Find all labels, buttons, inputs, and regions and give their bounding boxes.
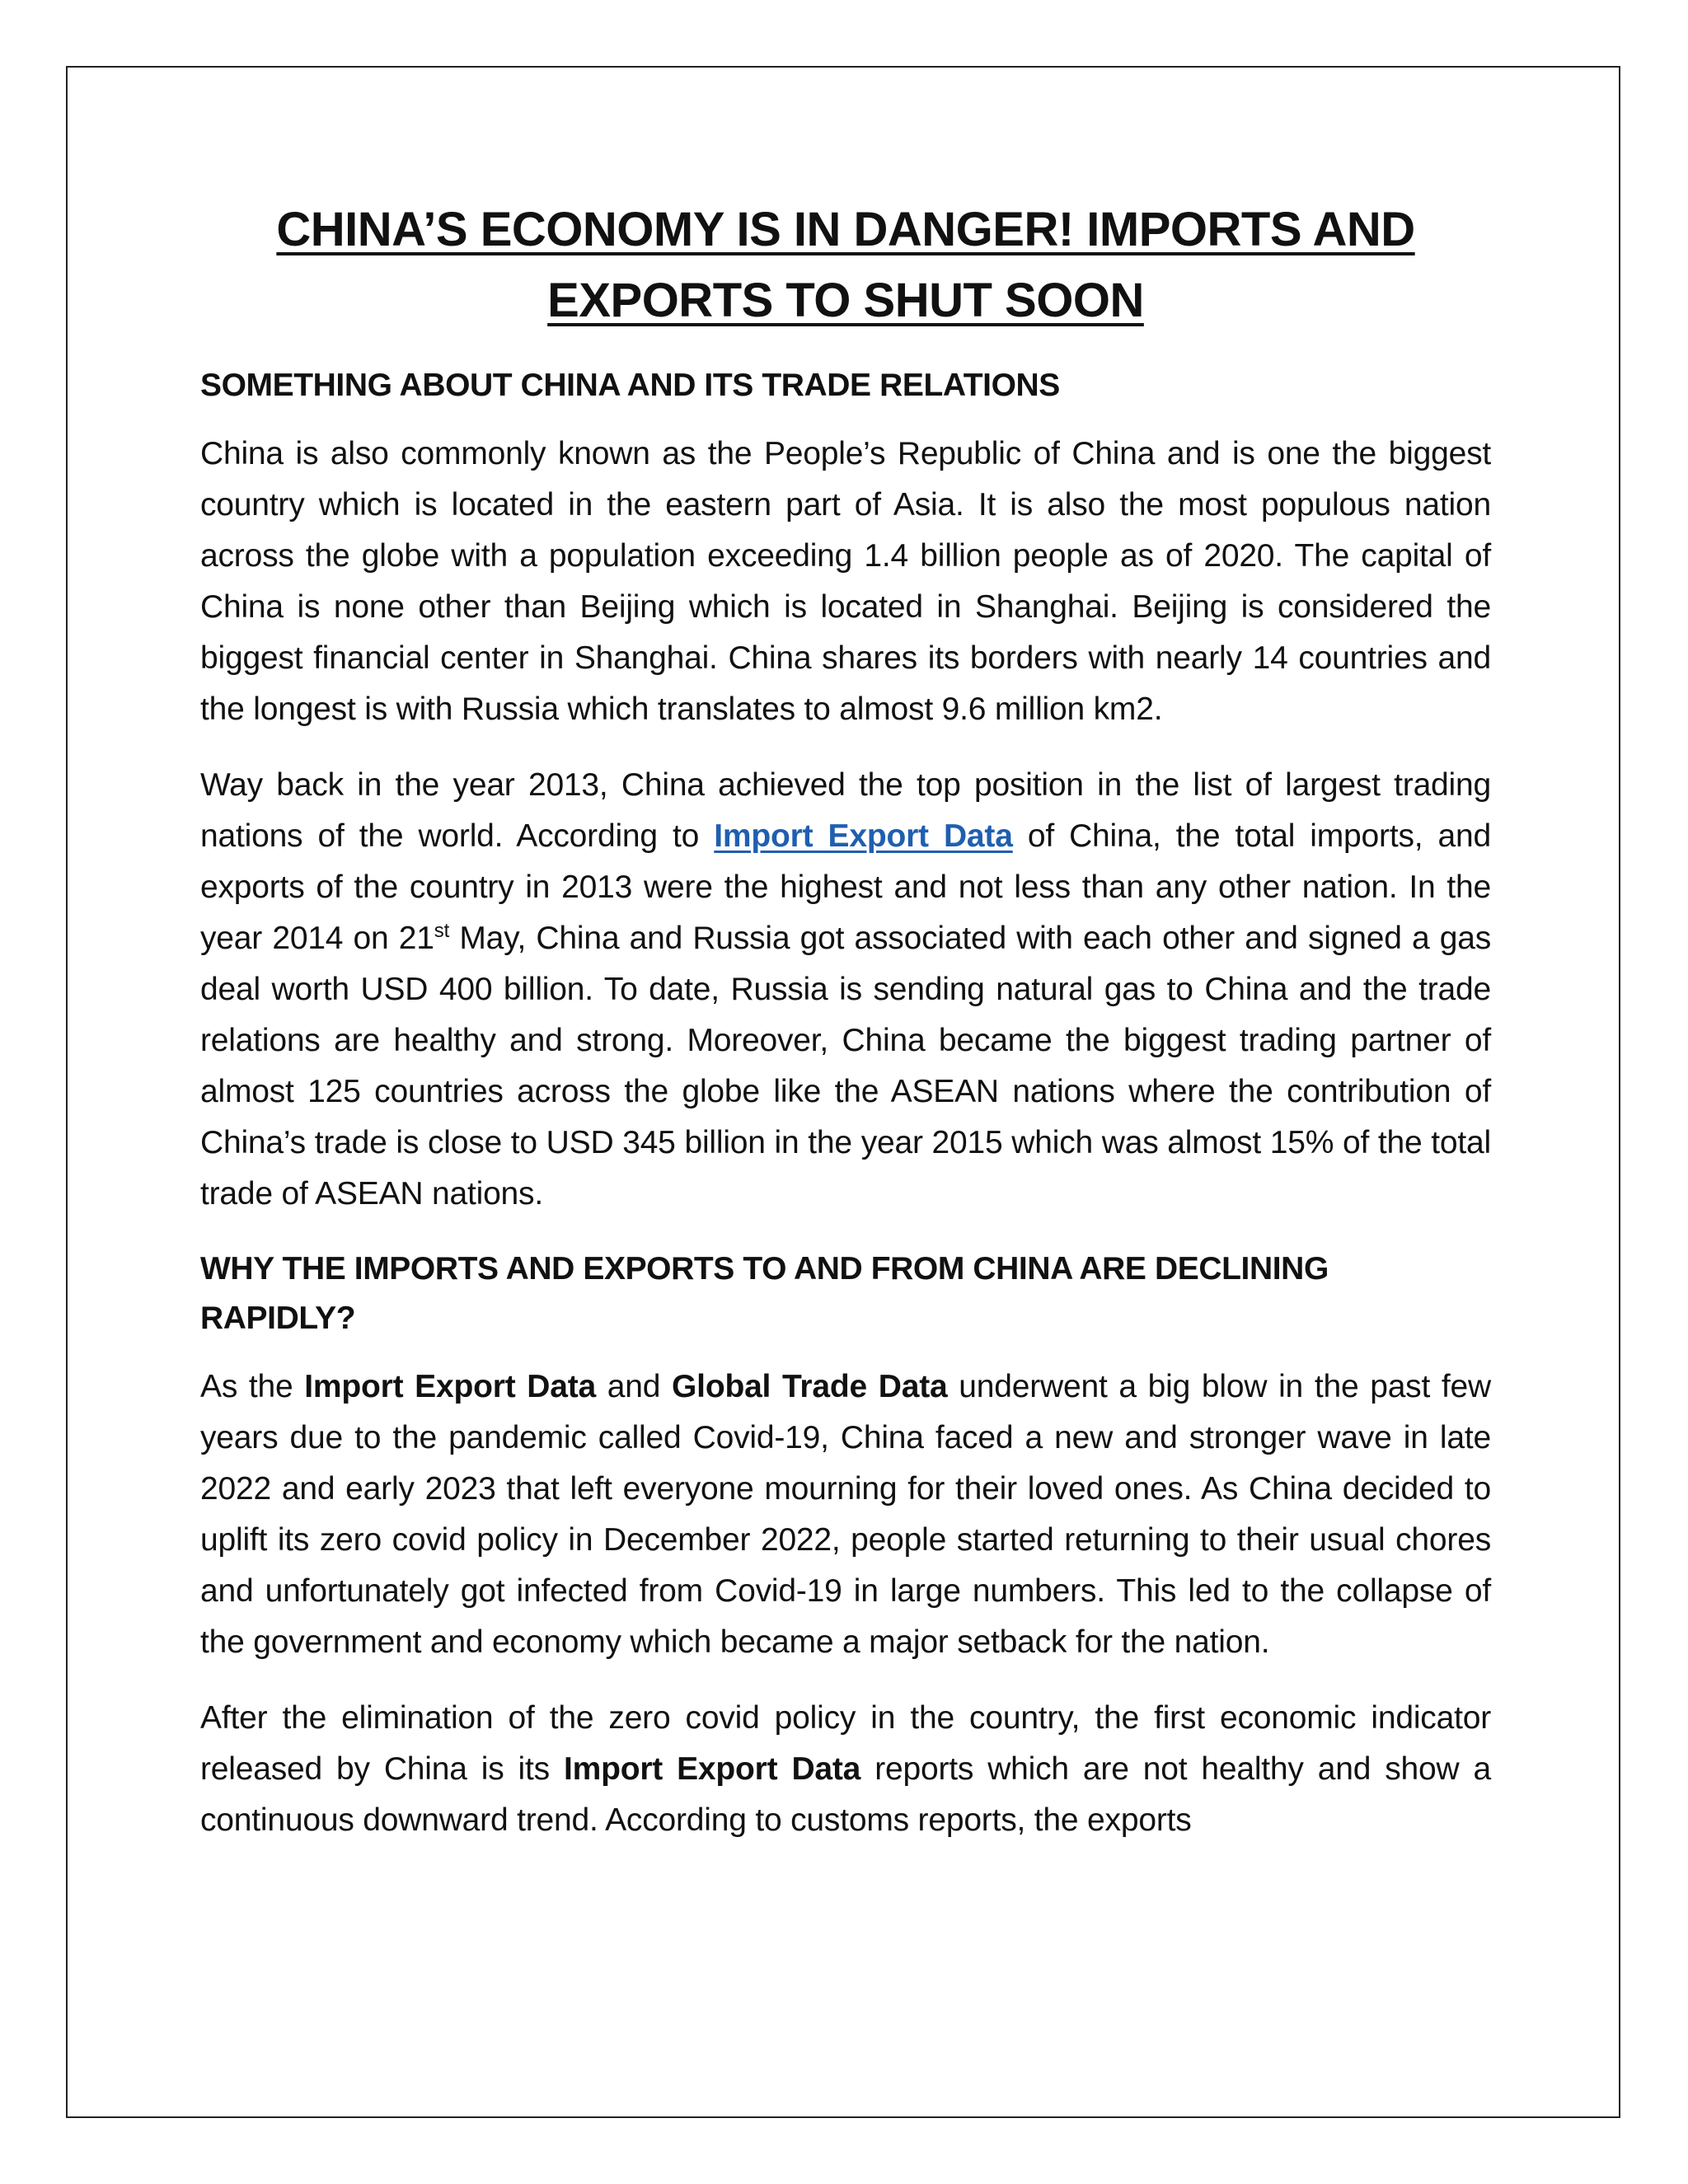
section-heading-trade-relations: SOMETHING ABOUT CHINA AND ITS TRADE RELATIONS [200,368,1060,403]
covid-impact-text-2: and [596,1369,673,1404]
title-line-1: CHINA’S ECONOMY IS IN DANGER! IMPORTS AND [276,203,1415,256]
document-title [200,194,1491,336]
document-body [200,194,1491,1871]
bold-import-export-data-2: Import Export Data [563,1751,861,1787]
section-heading-declining-trade: WHY THE IMPORTS AND EXPORTS TO AND FROM CHINA ARE DECLINING RAPIDLY? [200,1251,1329,1336]
trade-history-text-3: May, China and Russia got associated with each other and signed a gas deal worth USD 400 billion. To date, Russia is sending natural gas to China and the trade relations are healthy and strong. Moreover, China became the biggest trading partner of almost 125 countries across the globe like the ASEAN nations where the contribution of China’s trade is close to USD 345 billion in the year 2015 which was almost 15% of the total trade of ASEAN nations. [200,921,1491,1212]
import-export-data-link[interactable]: Import Export Data [714,818,1013,854]
paragraph-covid-impact [200,1361,1491,1668]
bold-import-export-data: Import Export Data [304,1369,597,1404]
covid-impact-text-1: As the [200,1369,305,1404]
paragraph-trade-history [200,760,1491,1220]
bold-global-trade-data: Global Trade Data [672,1369,948,1404]
ordinal-suffix: st [434,920,450,942]
paragraph-china-overview: China is also commonly known as the People’s Republic of China and is one the biggest country which is located in the eastern part of Asia. It is also the most populous nation across the globe with a population exceeding 1.4 billion people as of 2020. The capital of China is none other than Beijing which is located in Shanghai. Beijing is considered the biggest financial center in Shanghai. China shares its borders with nearly 14 countries and the longest is with Russia which translates to almost 9.6 million km2. [200,436,1491,727]
trade-history-text-2: of China, the total imports, and exports of the country in 2013 were the highest and not less than any other nation. In the year 2014 on 21 [200,818,1491,956]
trade-history-text-1: Way back in the year 2013, China achieved the top position in the list of largest trading nations of the world. According to [200,767,1491,854]
title-line-2: EXPORTS TO SHUT SOON [547,274,1144,327]
paragraph-economic-indicator [200,1693,1491,1846]
economic-indicator-text-2: reports which are not healthy and show a continuous downward trend. According to customs reports, the exports [200,1751,1491,1838]
covid-impact-text-3: underwent a big blow in the past few years due to the pandemic called Covid-19, China faced a new and stronger wave in late 2022 and early 2023 that left everyone mourning for their loved ones. As China decided to uplift its zero covid policy in December 2022, people started returning to their usual chores and unfortunately got infected from Covid-19 in large numbers. This led to the collapse of the government and economy which became a major setback for the nation. [200,1369,1491,1660]
economic-indicator-text-1: After the elimination of the zero covid policy in the country, the first economic indicator released by China is its [200,1700,1491,1787]
